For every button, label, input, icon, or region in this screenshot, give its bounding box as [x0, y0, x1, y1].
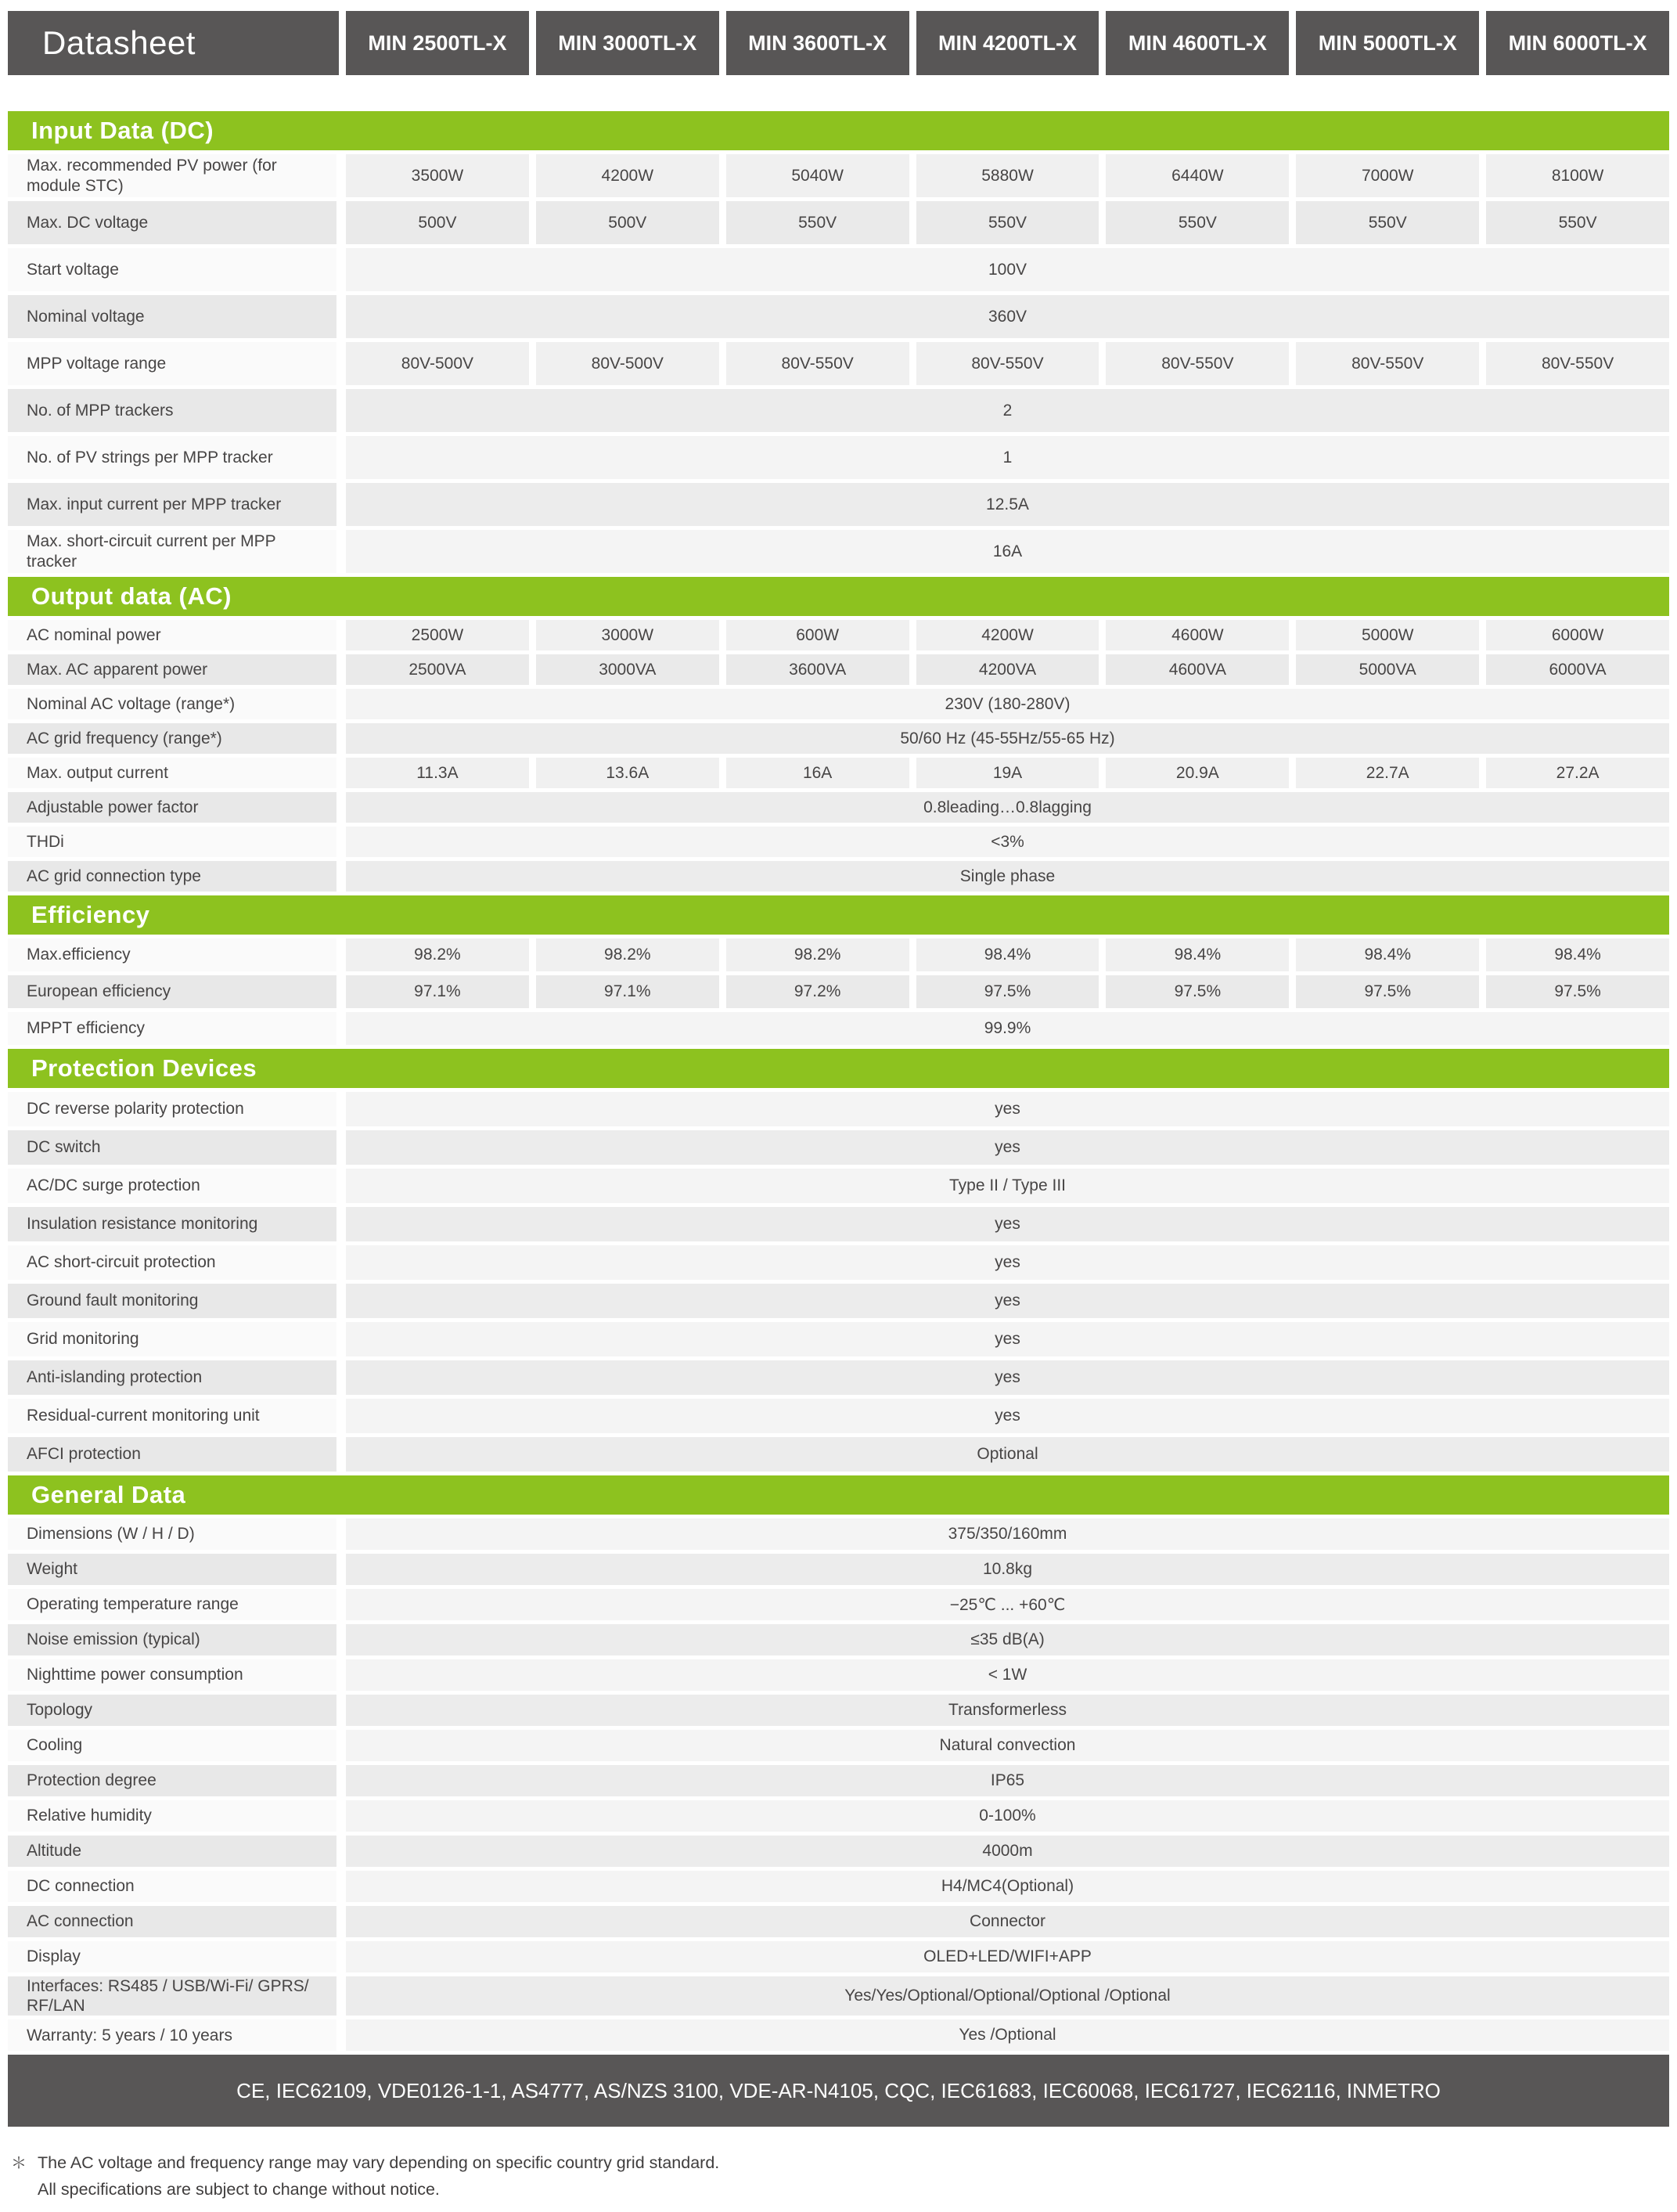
value-span-cell: 0-100% — [346, 1800, 1669, 1832]
row-label: Ground fault monitoring — [8, 1284, 336, 1318]
value-cell: 5000W — [1296, 620, 1479, 650]
value-span-cell: 1 — [346, 436, 1669, 479]
row-values — [346, 1012, 1669, 1045]
spec-row — [8, 1437, 1669, 1472]
value-cell: 3600VA — [726, 654, 909, 685]
row-label: Start voltage — [8, 248, 336, 291]
row-label: Residual-current monitoring unit — [8, 1399, 336, 1433]
value-span-cell: IP65 — [346, 1765, 1669, 1796]
value-cell: 13.6A — [536, 758, 719, 788]
row-label: Warranty: 5 years / 10 years — [8, 2019, 336, 2051]
row-values — [346, 1399, 1669, 1433]
value-cell: 80V-550V — [1106, 342, 1289, 385]
spec-row — [8, 1941, 1669, 1972]
row-values — [346, 1437, 1669, 1472]
spec-row — [8, 1695, 1669, 1726]
value-cell: 4200W — [536, 154, 719, 197]
spec-row — [8, 758, 1669, 788]
row-label: Max. short-circuit current per MPP tracker — [8, 530, 336, 573]
row-values — [346, 938, 1669, 971]
spec-row — [8, 248, 1669, 291]
value-cell: 550V — [1106, 201, 1289, 244]
value-span-cell: Connector — [346, 1906, 1669, 1937]
spec-row — [8, 1012, 1669, 1045]
row-values — [346, 1554, 1669, 1585]
row-label: Max.efficiency — [8, 938, 336, 971]
row-values — [346, 1730, 1669, 1761]
row-values — [346, 1976, 1669, 2016]
value-span-cell: 10.8kg — [346, 1554, 1669, 1585]
value-cell: 19A — [916, 758, 1099, 788]
value-cell: 80V-550V — [1486, 342, 1669, 385]
value-cell: 80V-550V — [726, 342, 909, 385]
row-values — [346, 1130, 1669, 1165]
value-cell: 5880W — [916, 154, 1099, 197]
value-cell: 22.7A — [1296, 758, 1479, 788]
value-cell: 6000VA — [1486, 654, 1669, 685]
spec-row — [8, 483, 1669, 526]
row-values — [346, 827, 1669, 857]
spec-row — [8, 436, 1669, 479]
value-cell: 98.2% — [726, 938, 909, 971]
model-column-header: MIN 6000TL-X — [1486, 11, 1669, 75]
value-span-cell: ≤35 dB(A) — [346, 1624, 1669, 1655]
row-label: Max. recommended PV power (for module STC) — [8, 154, 336, 197]
spec-row — [8, 1659, 1669, 1691]
row-values — [346, 1169, 1669, 1203]
row-label: Max. input current per MPP tracker — [8, 483, 336, 526]
value-cell: 80V-550V — [916, 342, 1099, 385]
row-label: Topology — [8, 1695, 336, 1726]
spec-row — [8, 1360, 1669, 1395]
row-label: European efficiency — [8, 975, 336, 1008]
value-cell: 4200VA — [916, 654, 1099, 685]
spec-row — [8, 2019, 1669, 2051]
spec-row — [8, 1169, 1669, 1203]
row-label: MPPT efficiency — [8, 1012, 336, 1045]
row-values — [346, 1906, 1669, 1937]
value-span-cell: Single phase — [346, 861, 1669, 892]
value-cell: 600W — [726, 620, 909, 650]
row-label: MPP voltage range — [8, 342, 336, 385]
spec-row — [8, 1207, 1669, 1241]
spec-row — [8, 654, 1669, 685]
row-label: AFCI protection — [8, 1437, 336, 1472]
spec-row — [8, 342, 1669, 385]
spec-row — [8, 827, 1669, 857]
value-span-cell: 50/60 Hz (45-55Hz/55-65 Hz) — [346, 723, 1669, 754]
row-values — [346, 1765, 1669, 1796]
row-label: DC reverse polarity protection — [8, 1092, 336, 1126]
value-span-cell: yes — [346, 1092, 1669, 1126]
value-span-cell: yes — [346, 1245, 1669, 1280]
row-values — [346, 2019, 1669, 2051]
value-cell: 97.2% — [726, 975, 909, 1008]
spec-row — [8, 154, 1669, 197]
value-span-cell: yes — [346, 1130, 1669, 1165]
value-cell: 5000VA — [1296, 654, 1479, 685]
row-label: Weight — [8, 1554, 336, 1585]
row-label: Interfaces: RS485 / USB/Wi-Fi/ GPRS/ RF/LAN — [8, 1976, 336, 2016]
value-span-cell: < 1W — [346, 1659, 1669, 1691]
value-cell: 4600W — [1106, 620, 1289, 650]
spec-row — [8, 530, 1669, 573]
value-span-cell: 375/350/160mm — [346, 1518, 1669, 1550]
value-cell: 4200W — [916, 620, 1099, 650]
spec-row — [8, 1800, 1669, 1832]
spec-sections — [8, 111, 1669, 2051]
value-cell: 8100W — [1486, 154, 1669, 197]
row-label: Adjustable power factor — [8, 792, 336, 823]
value-cell: 20.9A — [1106, 758, 1289, 788]
value-cell: 97.1% — [536, 975, 719, 1008]
row-label: AC grid connection type — [8, 861, 336, 892]
spec-row — [8, 620, 1669, 650]
spec-row — [8, 1906, 1669, 1937]
row-label: No. of PV strings per MPP tracker — [8, 436, 336, 479]
section-efficiency — [8, 895, 1669, 1045]
spec-row — [8, 1284, 1669, 1318]
value-cell: 3000VA — [536, 654, 719, 685]
row-label: Nominal voltage — [8, 295, 336, 338]
row-values — [346, 342, 1669, 385]
row-label: THDi — [8, 827, 336, 857]
spec-row — [8, 295, 1669, 338]
spec-row — [8, 1976, 1669, 2016]
value-cell: 550V — [916, 201, 1099, 244]
section-input — [8, 111, 1669, 573]
value-span-cell: Transformerless — [346, 1695, 1669, 1726]
value-cell: 500V — [346, 201, 529, 244]
value-cell: 80V-500V — [346, 342, 529, 385]
row-values — [346, 483, 1669, 526]
value-cell: 97.5% — [916, 975, 1099, 1008]
model-column-header: MIN 4600TL-X — [1106, 11, 1289, 75]
value-cell: 550V — [726, 201, 909, 244]
spec-row — [8, 1730, 1669, 1761]
value-cell: 80V-550V — [1296, 342, 1479, 385]
row-values — [346, 689, 1669, 719]
value-span-cell: 4000m — [346, 1836, 1669, 1867]
value-cell: 97.5% — [1106, 975, 1289, 1008]
row-label: AC nominal power — [8, 620, 336, 650]
value-span-cell: 16A — [346, 530, 1669, 573]
value-cell: 6000W — [1486, 620, 1669, 650]
value-span-cell: 0.8leading…0.8lagging — [346, 792, 1669, 823]
row-values — [346, 1659, 1669, 1691]
section-output — [8, 577, 1669, 892]
footnote-line: The AC voltage and frequency range may vary depending on specific country grid standard. — [38, 2153, 720, 2173]
row-values — [346, 201, 1669, 244]
row-values — [346, 1092, 1669, 1126]
section-title-efficiency: Efficiency — [8, 895, 1669, 935]
value-span-cell: 100V — [346, 248, 1669, 291]
value-cell: 98.2% — [536, 938, 719, 971]
spec-row — [8, 792, 1669, 823]
value-cell: 500V — [536, 201, 719, 244]
row-label: Protection degree — [8, 1765, 336, 1796]
model-column-header: MIN 5000TL-X — [1296, 11, 1479, 75]
model-columns — [346, 11, 1669, 75]
value-cell: 6440W — [1106, 154, 1289, 197]
value-span-cell: yes — [346, 1322, 1669, 1356]
value-cell: 98.4% — [1486, 938, 1669, 971]
value-cell: 97.5% — [1296, 975, 1479, 1008]
value-cell: 550V — [1296, 201, 1479, 244]
row-label: Max. output current — [8, 758, 336, 788]
row-values — [346, 723, 1669, 754]
section-title-general: General Data — [8, 1475, 1669, 1515]
section-protection — [8, 1049, 1669, 1472]
value-span-cell: 99.9% — [346, 1012, 1669, 1045]
spec-row — [8, 975, 1669, 1008]
spec-row — [8, 1554, 1669, 1585]
row-label: Nighttime power consumption — [8, 1659, 336, 1691]
footnote-asterisk: ＊ — [11, 2155, 27, 2173]
row-label: Operating temperature range — [8, 1589, 336, 1620]
row-label: AC connection — [8, 1906, 336, 1937]
row-label: Anti-islanding protection — [8, 1360, 336, 1395]
value-span-cell: 230V (180-280V) — [346, 689, 1669, 719]
value-span-cell: yes — [346, 1360, 1669, 1395]
value-span-cell: H4/MC4(Optional) — [346, 1871, 1669, 1902]
row-values — [346, 1836, 1669, 1867]
spec-row — [8, 1624, 1669, 1655]
row-values — [346, 436, 1669, 479]
row-values — [346, 1800, 1669, 1832]
row-label: Max. DC voltage — [8, 201, 336, 244]
value-span-cell: Yes /Optional — [346, 2019, 1669, 2051]
row-label: Grid monitoring — [8, 1322, 336, 1356]
row-label: Display — [8, 1941, 336, 1972]
value-cell: 98.4% — [916, 938, 1099, 971]
value-span-cell: Type II / Type III — [346, 1169, 1669, 1203]
row-values — [346, 389, 1669, 432]
footnote-lines — [38, 2150, 719, 2203]
row-label: DC switch — [8, 1130, 336, 1165]
value-span-cell: Optional — [346, 1437, 1669, 1472]
row-label: No. of MPP trackers — [8, 389, 336, 432]
table-header-row — [8, 11, 1669, 75]
value-cell: 16A — [726, 758, 909, 788]
model-column-header: MIN 4200TL-X — [916, 11, 1099, 75]
value-cell: 98.2% — [346, 938, 529, 971]
model-column-header: MIN 3600TL-X — [726, 11, 909, 75]
value-cell: 98.4% — [1296, 938, 1479, 971]
row-label: AC/DC surge protection — [8, 1169, 336, 1203]
row-values — [346, 654, 1669, 685]
row-label: Dimensions (W / H / D) — [8, 1518, 336, 1550]
row-label: Insulation resistance monitoring — [8, 1207, 336, 1241]
row-values — [346, 1941, 1669, 1972]
value-span-cell: OLED+LED/WIFI+APP — [346, 1941, 1669, 1972]
section-title-input: Input Data (DC) — [8, 111, 1669, 150]
spec-row — [8, 1245, 1669, 1280]
footnote — [11, 2150, 1669, 2203]
value-span-cell: <3% — [346, 827, 1669, 857]
spec-row — [8, 1130, 1669, 1165]
row-label: Nominal AC voltage (range*) — [8, 689, 336, 719]
certifications-bar — [8, 2055, 1669, 2127]
datasheet-title: Datasheet — [8, 11, 339, 75]
row-values — [346, 154, 1669, 197]
value-cell: 97.5% — [1486, 975, 1669, 1008]
row-values — [346, 530, 1669, 573]
row-label: Relative humidity — [8, 1800, 336, 1832]
section-title-protection: Protection Devices — [8, 1049, 1669, 1088]
section-title-output: Output data (AC) — [8, 577, 1669, 616]
row-values — [346, 1518, 1669, 1550]
value-cell: 98.4% — [1106, 938, 1289, 971]
value-cell: 97.1% — [346, 975, 529, 1008]
spec-row — [8, 201, 1669, 244]
value-span-cell: 12.5A — [346, 483, 1669, 526]
value-cell: 5040W — [726, 154, 909, 197]
value-span-cell: Yes/Yes/Optional/Optional/Optional /Optional — [346, 1976, 1669, 2016]
value-cell: 7000W — [1296, 154, 1479, 197]
value-cell: 11.3A — [346, 758, 529, 788]
spec-row — [8, 689, 1669, 719]
value-span-cell: yes — [346, 1399, 1669, 1433]
spec-row — [8, 1871, 1669, 1902]
row-values — [346, 620, 1669, 650]
spec-row — [8, 1092, 1669, 1126]
row-values — [346, 792, 1669, 823]
footnote-line: All specifications are subject to change without notice. — [38, 2179, 440, 2199]
row-label: Max. AC apparent power — [8, 654, 336, 685]
spec-row — [8, 1836, 1669, 1867]
value-cell: 3500W — [346, 154, 529, 197]
spec-row — [8, 723, 1669, 754]
spec-row — [8, 1589, 1669, 1620]
row-values — [346, 295, 1669, 338]
spec-row — [8, 1322, 1669, 1356]
row-values — [346, 248, 1669, 291]
value-cell: 2500VA — [346, 654, 529, 685]
row-values — [346, 1322, 1669, 1356]
row-label: Cooling — [8, 1730, 336, 1761]
row-values — [346, 861, 1669, 892]
row-values — [346, 1245, 1669, 1280]
spec-row — [8, 938, 1669, 971]
row-label: DC connection — [8, 1871, 336, 1902]
section-general — [8, 1475, 1669, 2051]
value-cell: 80V-500V — [536, 342, 719, 385]
row-values — [346, 1284, 1669, 1318]
row-values — [346, 975, 1669, 1008]
value-span-cell: yes — [346, 1207, 1669, 1241]
row-values — [346, 1871, 1669, 1902]
row-label: AC grid frequency (range*) — [8, 723, 336, 754]
spec-row — [8, 1518, 1669, 1550]
value-cell: 550V — [1486, 201, 1669, 244]
row-label: Altitude — [8, 1836, 336, 1867]
row-label: AC short-circuit protection — [8, 1245, 336, 1280]
spec-row — [8, 389, 1669, 432]
value-cell: 2500W — [346, 620, 529, 650]
value-span-cell: 360V — [346, 295, 1669, 338]
row-values — [346, 1589, 1669, 1620]
row-label: Noise emission (typical) — [8, 1624, 336, 1655]
spec-row — [8, 1765, 1669, 1796]
value-span-cell: yes — [346, 1284, 1669, 1318]
value-span-cell: 2 — [346, 389, 1669, 432]
value-span-cell: Natural convection — [346, 1730, 1669, 1761]
row-values — [346, 758, 1669, 788]
row-values — [346, 1695, 1669, 1726]
certifications-text: CE, IEC62109, VDE0126-1-1, AS4777, AS/NZS 3100, VDE-AR-N4105, CQC, IEC61683, IEC60068, IEC61727, IEC62116, INMETRO — [236, 2078, 1441, 2102]
value-cell: 3000W — [536, 620, 719, 650]
row-values — [346, 1624, 1669, 1655]
row-values — [346, 1360, 1669, 1395]
value-cell: 27.2A — [1486, 758, 1669, 788]
spec-row — [8, 1399, 1669, 1433]
value-cell: 4600VA — [1106, 654, 1289, 685]
row-values — [346, 1207, 1669, 1241]
spec-row — [8, 861, 1669, 892]
model-column-header: MIN 3000TL-X — [536, 11, 719, 75]
value-span-cell: −25℃ ... +60℃ — [346, 1589, 1669, 1620]
model-column-header: MIN 2500TL-X — [346, 11, 529, 75]
